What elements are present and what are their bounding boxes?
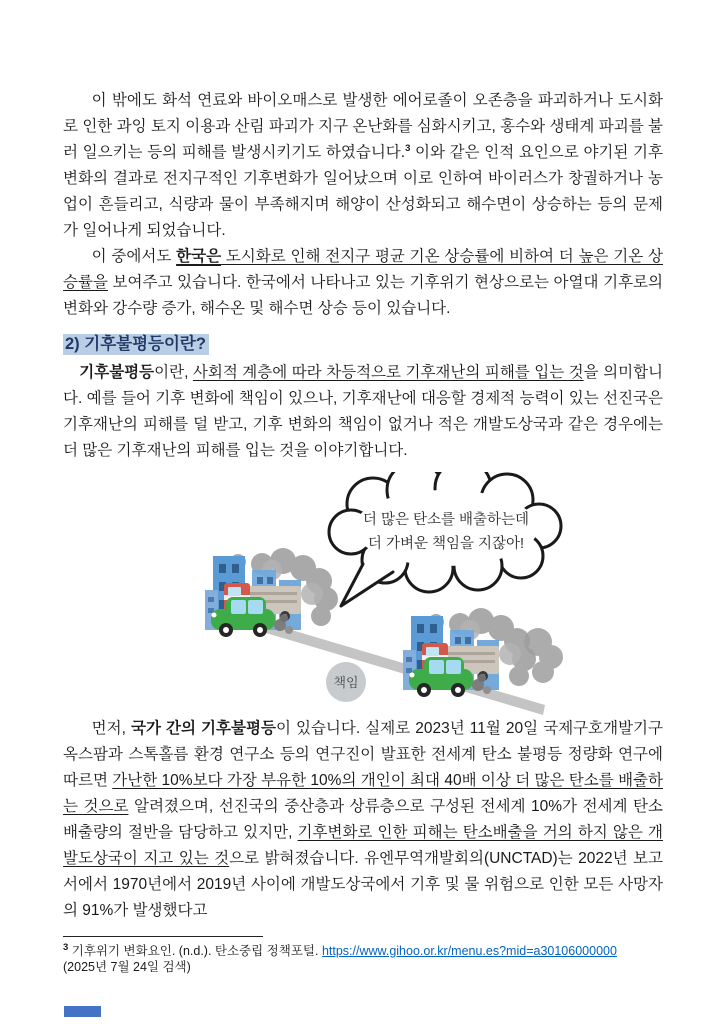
section-heading-label: 2) 기후불평등이란?	[63, 334, 209, 355]
paragraph-climate-causes	[63, 88, 663, 244]
climate-inequality-illustration	[63, 472, 663, 716]
text-run: 3	[63, 941, 69, 953]
text-run: 을 의미합니다. 예를 들어 기후 변화에 책임이 있으나, 기후재난에 대응할 경제적 능력이 있는 선진국은 기후재난의 피해를 덜 받고, 기후 변화의 책임이 없거나 적은 개발도상국과 같은 경우에는 더 많은 기후재난의 피해를 입는 것을 이야기합니다.	[63, 364, 664, 459]
paragraph-korea-warming	[63, 244, 663, 322]
speech-bubble	[329, 472, 561, 606]
text-run: 국가 간의 기후불평등	[131, 720, 276, 737]
svg-text:더 많은 탄소를 배출하는데: 더 많은 탄소를 배출하는데	[362, 512, 530, 528]
paragraph-inequality-definition	[63, 360, 663, 464]
text-run: 기후위기 변화요인. (n.d.). 탄소중립 정책포털.	[68, 944, 322, 958]
text-run: 이란,	[154, 364, 193, 381]
section-heading	[63, 331, 663, 357]
text-run: 도시화로 인해 전지구 평균 기온 상승률에 비하여 더 높은 기온 상승률을	[63, 248, 664, 291]
text-run: 이와 같은 인적 요인으로 야기된 기후변화의 결과로 전지구적인 기후변화가 일어났으며 이로 인하여 바이러스가 창궐하거나 농업이 흔들리고, 식량과 물이 부족해지며 해양이 산성화되고 해수면이 상승하는 등의 문제가 일어나게 되었습니다.	[63, 144, 663, 239]
paragraph-country-inequality	[63, 716, 663, 924]
text-run: 으로 밝혀졌습니다. 유엔무역개발회의(UNCTAD)는 2022년 보고서에서 1970년에서 2019년 사이에 개발도상국에서 기후 및 물 위험으로 인한 모든 사망자의 91%가 발생했다고	[63, 850, 664, 919]
footnote	[63, 936, 663, 975]
svg-text:더 가벼운 책임을 지잖아!: 더 가벼운 책임을 지잖아!	[367, 536, 525, 552]
footnote-separator	[63, 936, 263, 937]
fulcrum-label: 책임	[333, 675, 359, 690]
text-run: 이 중에서도	[91, 248, 177, 265]
text-run: 이 있습니다. 실제로 2023년 11월 20일 국제구호개발기구 옥스팜과 스톡홀름 환경 연구소 등의 연구진이 발표한 전세계 탄소 불평등 정량화 연구에 따르면	[63, 720, 664, 789]
text-run: 보여주고 있습니다. 한국에서 나타나고 있는 기후위기 현상으로는 아열대 기후로의 변화와 강수량 증가, 해수온 및 해수면 상승 등이 있습니다.	[63, 274, 663, 317]
text-run: 이 밖에도 화석 연료와 바이오매스로 발생한 에어로졸이 오존층을 파괴하거나 도시화로 인한 과잉 토지 이용과 산림 파괴가 지구 온난화를 심화시키고, 홍수와 생태계 파괴를 불러 일으키는 등의 피해를 발생시키기도 하였습니다.	[63, 92, 663, 161]
text-run: 기후변화로 인한 피해는 탄소배출을 거의 하지 않은 개발도상국이 지고 있는 것	[63, 824, 663, 867]
seesaw-fulcrum	[326, 662, 366, 702]
footnote-text	[63, 943, 663, 959]
text-run: 한국은	[176, 248, 222, 265]
footnote-date: (2025년 7월 24일 검색)	[63, 960, 191, 974]
text-run: 3	[405, 142, 411, 154]
illustration-container	[63, 472, 663, 716]
speech-bubble-tail	[341, 564, 393, 606]
document-content	[63, 88, 663, 975]
city-scene-left	[205, 548, 338, 637]
page-bottom-marker	[64, 1006, 101, 1017]
text-run: 먼저,	[91, 720, 132, 737]
text-run: 알려졌으며, 선진국의 중산층과 상류층으로 구성된 전세계 10%가 전세계 탄소 배출량의 절반을 담당하고 있지만,	[63, 798, 663, 841]
text-run: 가난한 10%보다 가장 부유한 10%의 개인이 최대 40배 이상 더 많은 탄소를 배출하는 것으로	[63, 772, 663, 815]
text-run: 기후불평등	[79, 364, 155, 381]
footnote-link[interactable]: https://www.gihoo.or.kr/menu.es?mid=a30106000000	[321, 944, 617, 958]
text-run: 사회적 계층에 따라 차등적으로 기후재난의 피해를 입는 것	[192, 364, 584, 381]
city-scene-right	[403, 608, 563, 697]
